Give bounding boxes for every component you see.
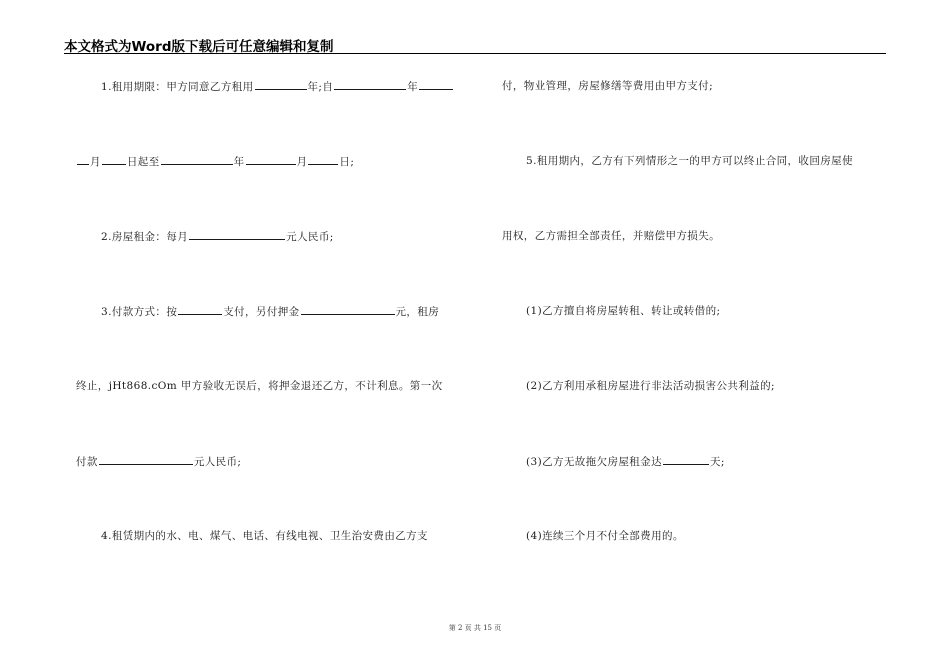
lease-term-line-2 [76, 154, 354, 169]
blank-field [77, 154, 89, 165]
blank-field [102, 154, 126, 165]
blank-field [161, 154, 233, 165]
text: 5.租用期内，乙方有下列情形之一的甲方可以终止合同，收回房屋使 [526, 155, 853, 167]
text: 元，租房 [395, 306, 440, 318]
right-line-3 [502, 229, 720, 243]
text: 月 [90, 156, 101, 168]
blank-field [334, 79, 406, 90]
text: (3)乙方无故拖欠房屋租金达 [526, 456, 662, 468]
right-line-1 [502, 79, 713, 93]
blank-field [99, 454, 193, 465]
text: 元人民币; [193, 456, 242, 468]
text: 终止，jHt868.cOm 甲方验收无误后，将押金退还乙方，不计利息。第一次 [76, 380, 443, 392]
payment-line-2 [76, 379, 443, 393]
rent-line [101, 229, 334, 244]
text: 年 [233, 156, 245, 168]
header-divider [64, 53, 886, 54]
right-line-7 [526, 529, 684, 543]
right-line-6 [526, 454, 725, 469]
lease-term-line-1 [101, 79, 454, 94]
text: 年 [407, 81, 419, 93]
right-line-2 [526, 154, 853, 168]
text: 月 [296, 156, 308, 168]
blank-field [419, 79, 453, 90]
right-line-5 [526, 379, 775, 393]
blank-field [663, 454, 709, 465]
blank-field [178, 304, 222, 315]
text: 年;自 [307, 81, 334, 93]
text: (4)连续三个月不付全部费用的。 [526, 530, 684, 542]
text: 元人民币; [286, 231, 334, 243]
text: 3.付款方式：按 [101, 306, 178, 318]
text: 支付，另付押金 [223, 306, 300, 318]
blank-field [189, 229, 285, 240]
blank-field [246, 154, 296, 165]
page-number: 第 2 页 共 15 页 [448, 624, 502, 632]
blank-field [301, 304, 395, 315]
text: 4.租赁期内的水、电、煤气、电话、有线电视、卫生治安费由乙方支 [101, 530, 428, 542]
blank-field [255, 79, 307, 90]
right-line-4 [526, 304, 720, 318]
text: 日; [339, 156, 355, 168]
payment-line-1 [101, 304, 439, 319]
text: 2.房屋租金：每月 [101, 231, 189, 243]
text: 天; [709, 456, 725, 468]
payment-line-3 [76, 454, 241, 469]
text: (1)乙方擅自将房屋转租、转让或转借的; [526, 305, 721, 317]
text: 付，物业管理，房屋修缮等费用由甲方支付; [502, 80, 714, 92]
blank-field [308, 154, 338, 165]
utilities-line [101, 529, 428, 543]
text: 1.租用期限：甲方同意乙方租用 [101, 81, 254, 93]
text: 用权，乙方需担全部责任，并赔偿甲方损失。 [502, 230, 720, 242]
header-title: 本文格式为Word版下载后可任意编辑和复制 [64, 39, 334, 55]
text: 付款 [76, 456, 98, 468]
text: 日起至 [126, 156, 160, 168]
text: (2)乙方利用承租房屋进行非法活动损害公共利益的; [526, 380, 775, 392]
